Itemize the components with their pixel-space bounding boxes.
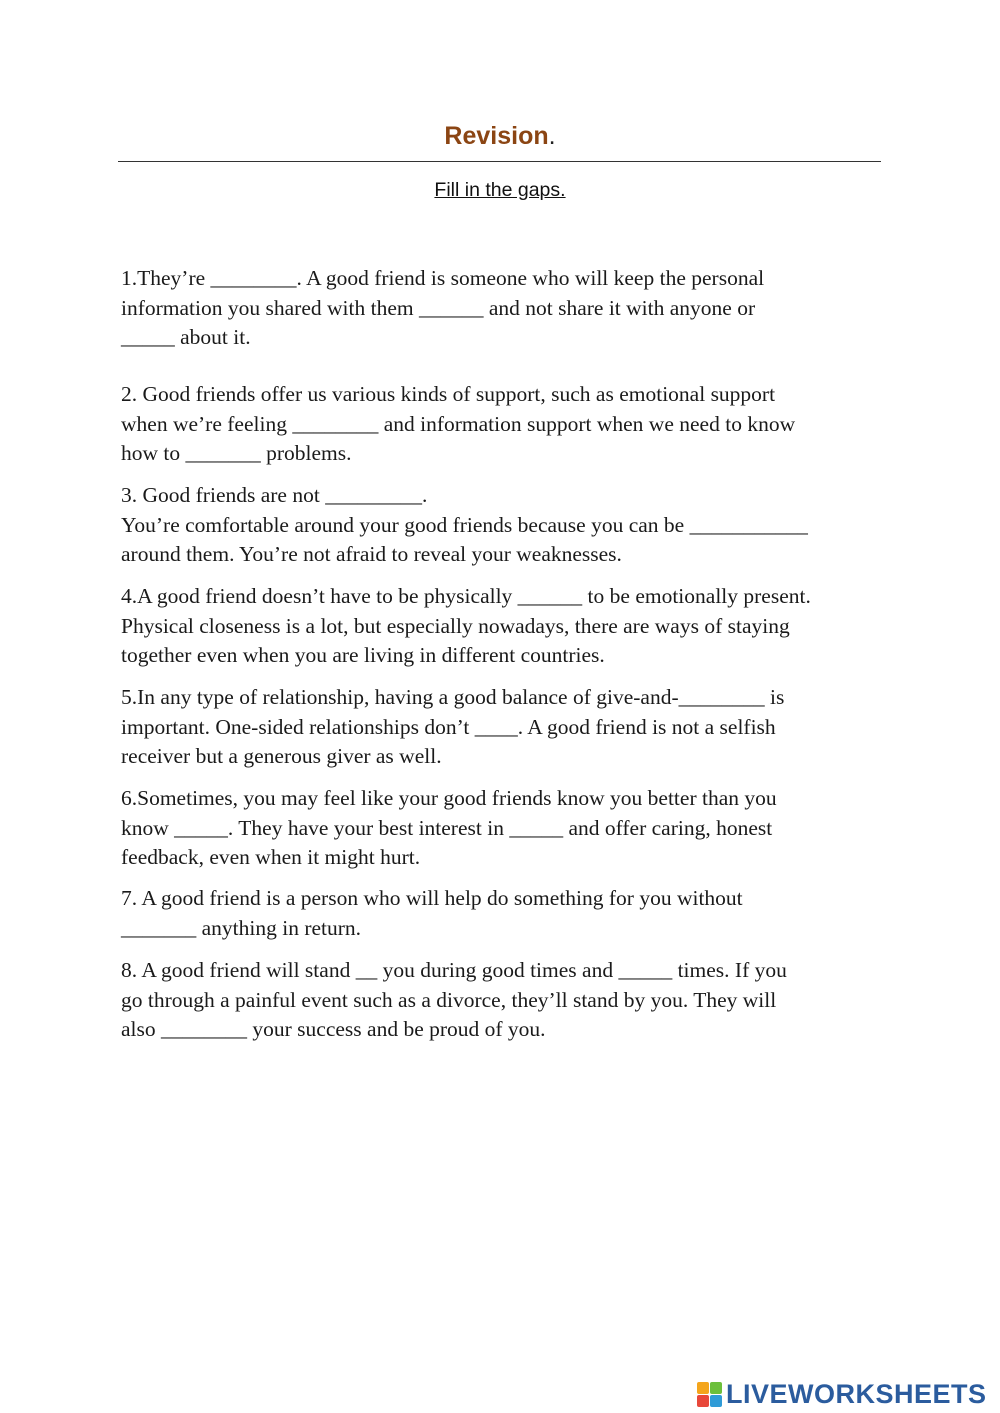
- question-3: [121, 481, 891, 570]
- question-line: around them. You’re not afraid to reveal your weaknesses.: [121, 542, 622, 566]
- logo-squares-icon: [697, 1382, 722, 1407]
- title-period: .: [548, 122, 556, 150]
- logo-square: [697, 1395, 709, 1407]
- question-line: 4.A good friend doesn’t have to be physically ______ to be emotionally present.: [121, 584, 811, 608]
- question-line: important. One-sided relationships don’t ____. A good friend is not a selfish: [121, 714, 776, 739]
- question-4: [121, 582, 891, 671]
- question-line: Physical closeness is a lot, but especially nowadays, there are ways of staying: [121, 613, 790, 638]
- question-line: together even when you are living in different countries.: [121, 643, 605, 667]
- question-line: when we’re feeling ________ and information support when we need to know: [121, 411, 796, 436]
- question-line: _____ about it.: [121, 325, 251, 349]
- question-line: You’re comfortable around your good friends because you can be ___________: [121, 512, 808, 537]
- question-line: know _____. They have your best interest in _____ and offer caring, honest: [121, 815, 773, 840]
- question-line: 3. Good friends are not _________.: [121, 483, 428, 507]
- question-line: 7. A good friend is a person who will help do something for you without: [121, 886, 743, 910]
- question-5: [121, 683, 891, 772]
- question-line: 1.They’re ________. A good friend is someone who will keep the personal: [121, 266, 765, 290]
- question-7: [121, 884, 891, 943]
- title-text: Revision: [444, 122, 549, 150]
- question-line: 5.In any type of relationship, having a good balance of give-and-________ is: [121, 685, 785, 709]
- question-line: information you shared with them ______ and not share it with anyone or: [121, 295, 756, 320]
- question-line: also ________ your success and be proud of you.: [121, 1017, 546, 1041]
- question-line: 6.Sometimes, you may feel like your good friends know you better than you: [121, 786, 777, 810]
- question-1: [121, 264, 891, 353]
- logo-square: [710, 1382, 722, 1394]
- title-divider: [118, 161, 881, 162]
- question-line: feedback, even when it might hurt.: [121, 845, 421, 869]
- logo-square: [710, 1395, 722, 1407]
- question-line: 2. Good friends offer us various kinds of support, such as emotional support: [121, 382, 776, 406]
- page-title: [0, 122, 1000, 151]
- question-6: [121, 784, 891, 873]
- logo-square: [697, 1382, 709, 1394]
- question-line: 8. A good friend will stand __ you during good times and _____ times. If you: [121, 958, 787, 982]
- instructions: Fill in the gaps.: [434, 179, 566, 201]
- question-8: [121, 956, 891, 1045]
- brand-wordmark: LIVEWORKSHEETS: [726, 1378, 987, 1409]
- question-line: receiver but a generous giver as well.: [121, 744, 442, 768]
- question-line: _______ anything in return.: [121, 915, 362, 940]
- question-2: [121, 380, 891, 469]
- question-line: go through a painful event such as a divorce, they’ll stand by you. They will: [121, 987, 777, 1012]
- question-line: how to _______ problems.: [121, 441, 352, 465]
- liveworksheets-logo: [697, 1379, 987, 1409]
